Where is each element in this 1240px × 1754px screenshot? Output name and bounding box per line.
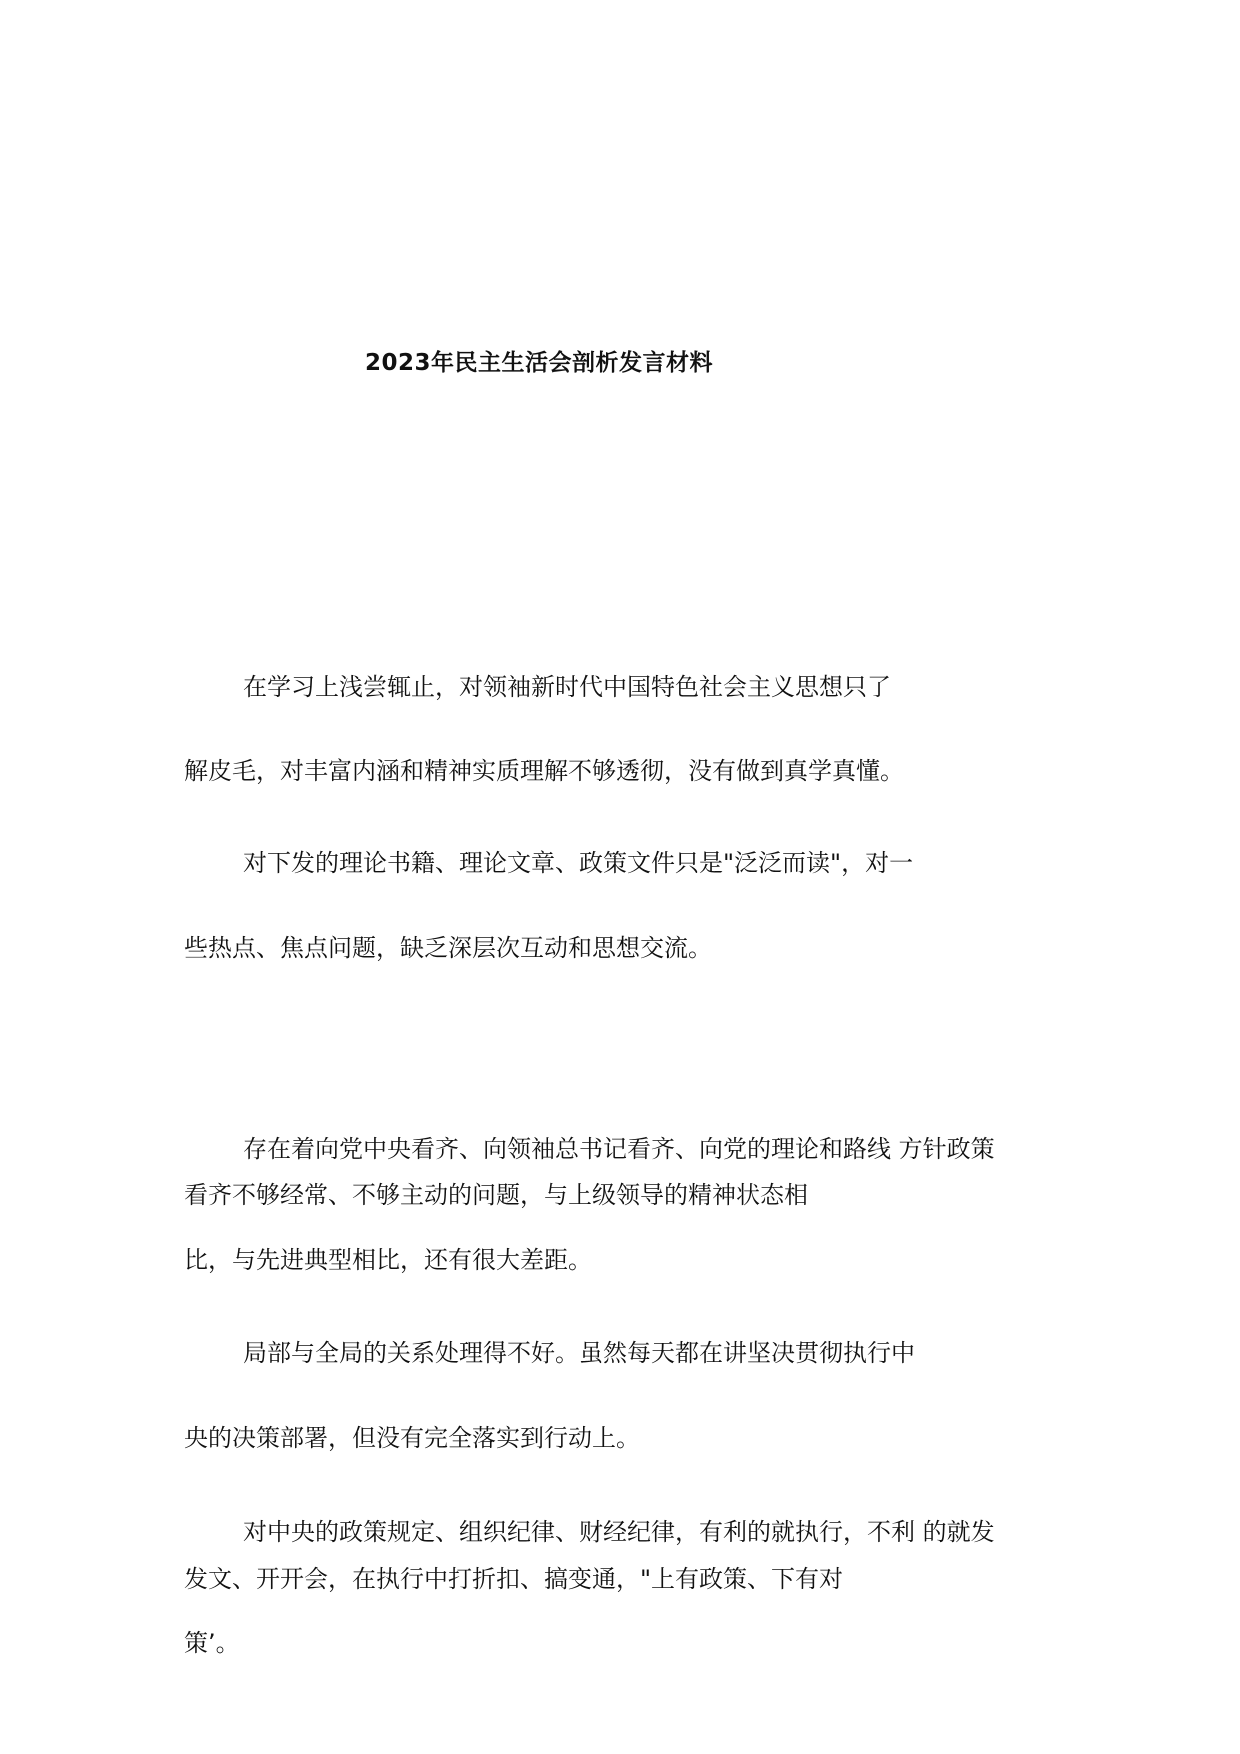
paragraph-5-line-1: 对中央的政策规定、组织纪律、财经纪律，有利的就执行，不利 的就发 [243, 1518, 995, 1546]
paragraph-5-line-2: 发文、开开会，在执行中打折扣、搞变通，"上有政策、下有对 [184, 1565, 844, 1593]
paragraph-4-line-2: 央的决策部署，但没有完全落实到行动上。 [184, 1424, 640, 1452]
paragraph-2-line-2: 些热点、焦点问题，缺乏深层次互动和思想交流。 [184, 934, 712, 962]
paragraph-4-line-1: 局部与全局的关系处理得不好。虽然每天都在讲坚决贯彻执行中 [243, 1339, 915, 1367]
document-title: 2023年民主生活会剖析发言材料 [365, 350, 714, 376]
paragraph-3-line-3: 比，与先进典型相比，还有很大差距。 [184, 1246, 592, 1274]
paragraph-5-line-3: 策’。 [184, 1629, 240, 1657]
paragraph-3-line-1: 存在着向党中央看齐、向领袖总书记看齐、向党的理论和路线 方针政策 [243, 1135, 995, 1163]
paragraph-1-line-1: 在学习上浅尝辄止，对领袖新时代中国特色社会主义思想只了 [243, 673, 891, 701]
paragraph-3-line-2: 看齐不够经常、不够主动的问题，与上级领导的精神状态相 [184, 1181, 808, 1209]
paragraph-2-line-1: 对下发的理论书籍、理论文章、政策文件只是"泛泛而读"，对一 [243, 849, 914, 877]
paragraph-1-line-2: 解皮毛，对丰富内涵和精神实质理解不够透彻，没有做到真学真懂。 [184, 757, 904, 785]
